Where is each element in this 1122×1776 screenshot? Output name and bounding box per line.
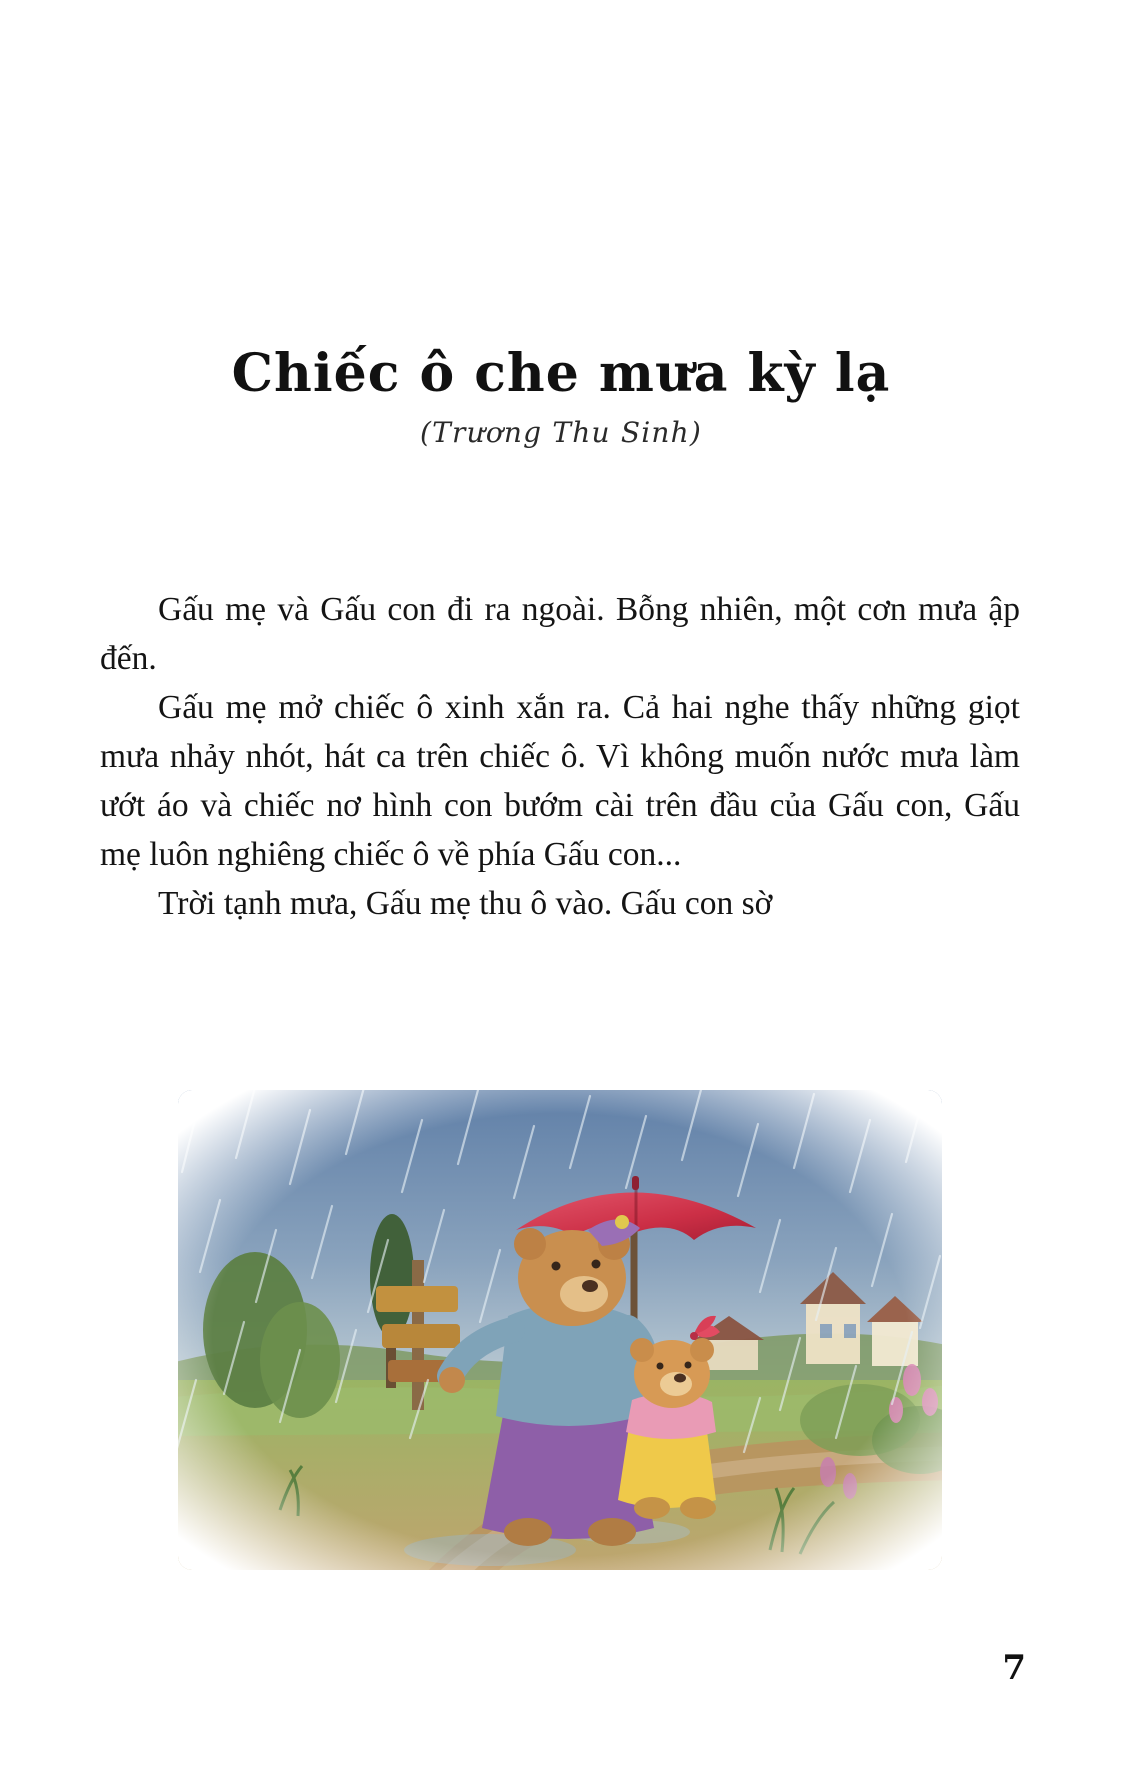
story-author: (Trương Thu Sinh) [420, 416, 702, 450]
title-block [0, 345, 1122, 449]
paragraph-1: Gấu mẹ và Gấu con đi ra ngoài. Bỗng nhiên, một cơn mưa ập đến. [100, 591, 1020, 677]
story-illustration [160, 1080, 960, 1590]
illustration-artwork [160, 1080, 960, 1590]
page-title: Chiếc ô che mưa kỳ lạ [231, 343, 891, 404]
paragraph-2: Gấu mẹ mở chiếc ô xinh xắn ra. Cả hai nghe thấy những giọt mưa nhảy nhót, hát ca trên chiếc ô. Vì không muốn nước mưa làm ướt áo và chiếc nơ hình con bướm cài trên đầu của Gấu con, Gấu mẹ luôn nghiêng chiếc ô về phía Gấu con... [100, 689, 1020, 873]
paragraph-3: Trời tạnh mưa, Gấu mẹ thu ô vào. Gấu con sờ [158, 885, 773, 922]
page-number: 7 [1002, 1648, 1026, 1688]
story-body [100, 585, 1020, 928]
